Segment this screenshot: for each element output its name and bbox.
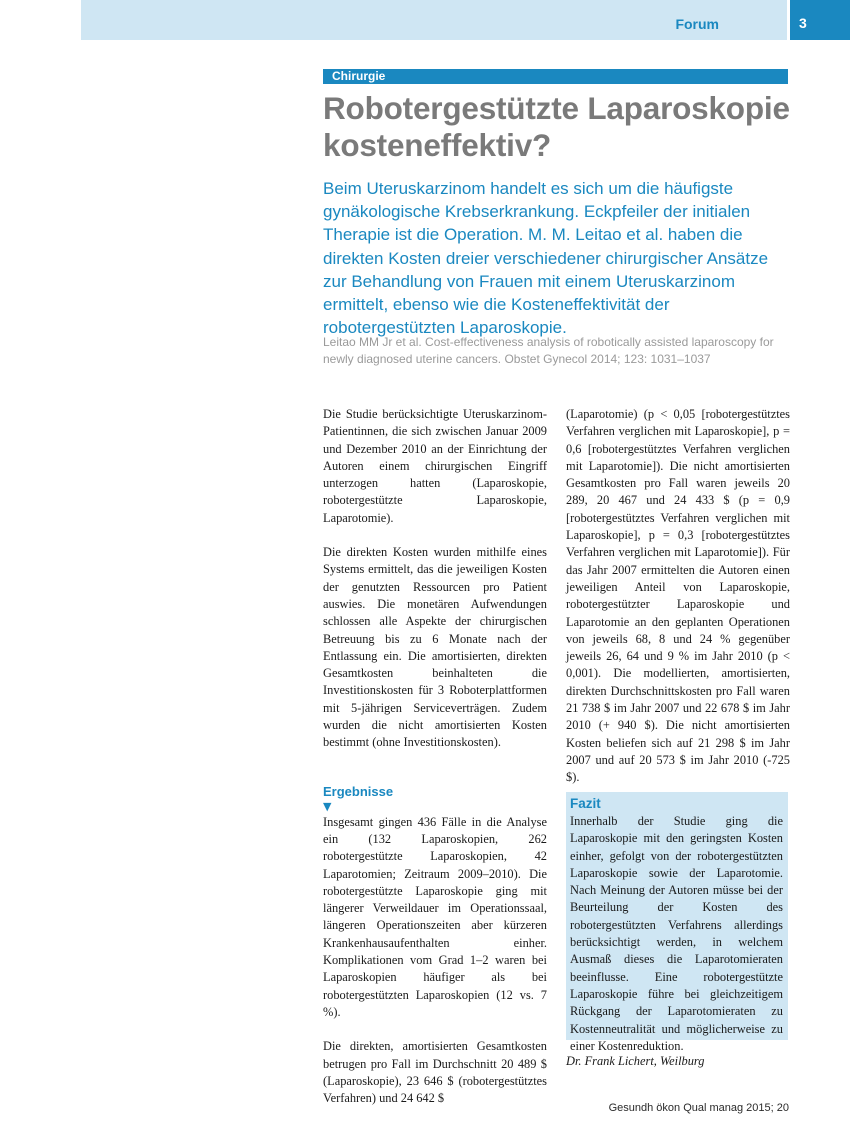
- article-title: Robotergestützte Laparoskopie kosteneffektiv?: [323, 90, 790, 163]
- section-label: Forum: [675, 16, 719, 32]
- article-citation: Leitao MM Jr et al. Cost-effectiveness analysis of robotically assisted laparoscopy for newly diagnosed uterine cancers. Obstet Gynecol 2014; 123: 1031–1037: [323, 335, 774, 366]
- body-paragraph: Insgesamt gingen 436 Fälle in die Analyse ein (132 Laparoskopien, 262 robotergestützte Laparoskopien, 42 Laparotomien; Zeitraum 2009–2010). Die robotergestützte Laparoskopie ging mit längerer Verweildauer im Operationssaal, längeren Operationszeiten aber kürzeren Krankenhausaufenthalten einher. Komplikationen vom Grad 1–2 waren bei Laparoskopien häufiger als bei robotergestützten Laparoskopien (12 vs. 7 %).: [323, 814, 547, 1019]
- results-heading: Ergebnisse: [323, 783, 394, 799]
- body-paragraph: Die Studie berücksichtigte Uteruskarzinom-Patientinnen, die sich zwischen Januar 2009 und Dezember 2010 an der Einrichtung der Autoren einem chirurgischen Eingriff unterzogen hatten (Laparoskopie, robotergestützte Laparoskopie, Laparotomie).: [323, 407, 547, 525]
- body-paragraph: Die direkten, amortisierten Gesamtkosten betrugen pro Fall im Durchschnitt 20 489 $ (Laparoskopie), 23 646 $ (robotergestütztes Verfahren) und 24 642 $: [323, 1039, 547, 1106]
- page-number-box: [790, 0, 850, 40]
- conclusion-text: Innerhalb der Studie ging die Laparoskopie mit den geringsten Kosten einher, gefolgt von der robotergestützten Laparoskopie sowie der Laparotomie. Nach Meinung der Autoren müsse bei der Beurteilung der Kosten des robotergestützten Verfahrens allerdings berücksichtigt werden, in welchem Ausmaß dieses die Laparotomieraten beeinflusse. Eine robotergestützte Laparoskopie führe bei gleichzeitigem Rückgang der Laparotomieraten zu Kostenneutralität und möglicherweise zu einer Kostenreduktion.: [570, 814, 783, 1053]
- body-column-right: [566, 406, 790, 804]
- conclusion-heading: Fazit: [570, 796, 601, 811]
- author-signature: Dr. Frank Lichert, Weilburg: [566, 1054, 705, 1068]
- header-band: [81, 0, 787, 40]
- body-paragraph: Die direkten Kosten wurden mithilfe eines Systems ermittelt, das die jeweiligen Kosten der genutzten Ressourcen pro Patient auswies. Die monetären Aufwendungen schlossen alle Aspekte der chirurgischen Betreuung bis zu 6 Monate nach der Entlassung ein. Die amortisierten, direkten Gesamtkosten beinhalteten die Investitionskosten für 3 Roboterplattformen mit 5-jährigen Serviceverträgen. Zudem wurden die nicht amortisierten Kosten bestimmt (ohne Investitionskosten).: [323, 545, 547, 750]
- conclusion-box: [566, 792, 788, 1053]
- journal-reference: Gesundh ökon Qual manag 2015; 20: [608, 1102, 789, 1114]
- body-column-left: [323, 406, 547, 1124]
- category-label: Chirurgie: [332, 69, 386, 83]
- article-lead: Beim Uteruskarzinom handelt es sich um die häufigste gynäkologische Krebserkrankung. Eckpfeiler der initialen Therapie ist die Operation. M. M. Leitao et al. haben die direkten Kosten dreier verschiedener chirurgischer Ansätze zur Behandlung von Frauen mit einem Uteruskarzinom ermittelt, ebenso wie die Kosteneffektivität der robotergestützten Laparoskopie.: [323, 179, 769, 338]
- triangle-down-icon: ▼: [323, 799, 332, 813]
- category-bar: [323, 69, 788, 84]
- body-paragraph: (Laparotomie) (p < 0,05 [robotergestütztes Verfahren verglichen mit Laparoskopie], p = 0,6 [robotergestütztes Verfahren verglichen mit Laparotomie]). Die nicht amortisierten Gesamtkosten pro Fall waren jeweils 20 289, 20 467 und 24 433 $ (p = 0,9 [robotergestütztes Verfahren verglichen mit Laparoskopie], p = 0,3 [robotergestütztes Verfahren verglichen mit Laparotomie]). Für das Jahr 2007 ermittelten die Autoren einen jeweiligen Anteil von Laparoskopie, robotergestützter Laparoskopie und Laparotomie an den geplanten Operationen von jeweils 68, 8 und 24 % gegenüber jeweils 26, 64 und 9 % im Jahr 2010 (p < 0,001). Die modellierten, amortisierten, direkten Durchschnittskosten pro Fall waren 21 738 $ im Jahr 2007 und 22 678 $ im Jahr 2010 (+ 940 $). Die nicht amortisierten Kosten beliefen sich auf 21 298 $ im Jahr 2007 und auf 20 573 $ im Jahr 2010 (-725 $).: [566, 407, 790, 785]
- page-number: 3: [799, 15, 807, 31]
